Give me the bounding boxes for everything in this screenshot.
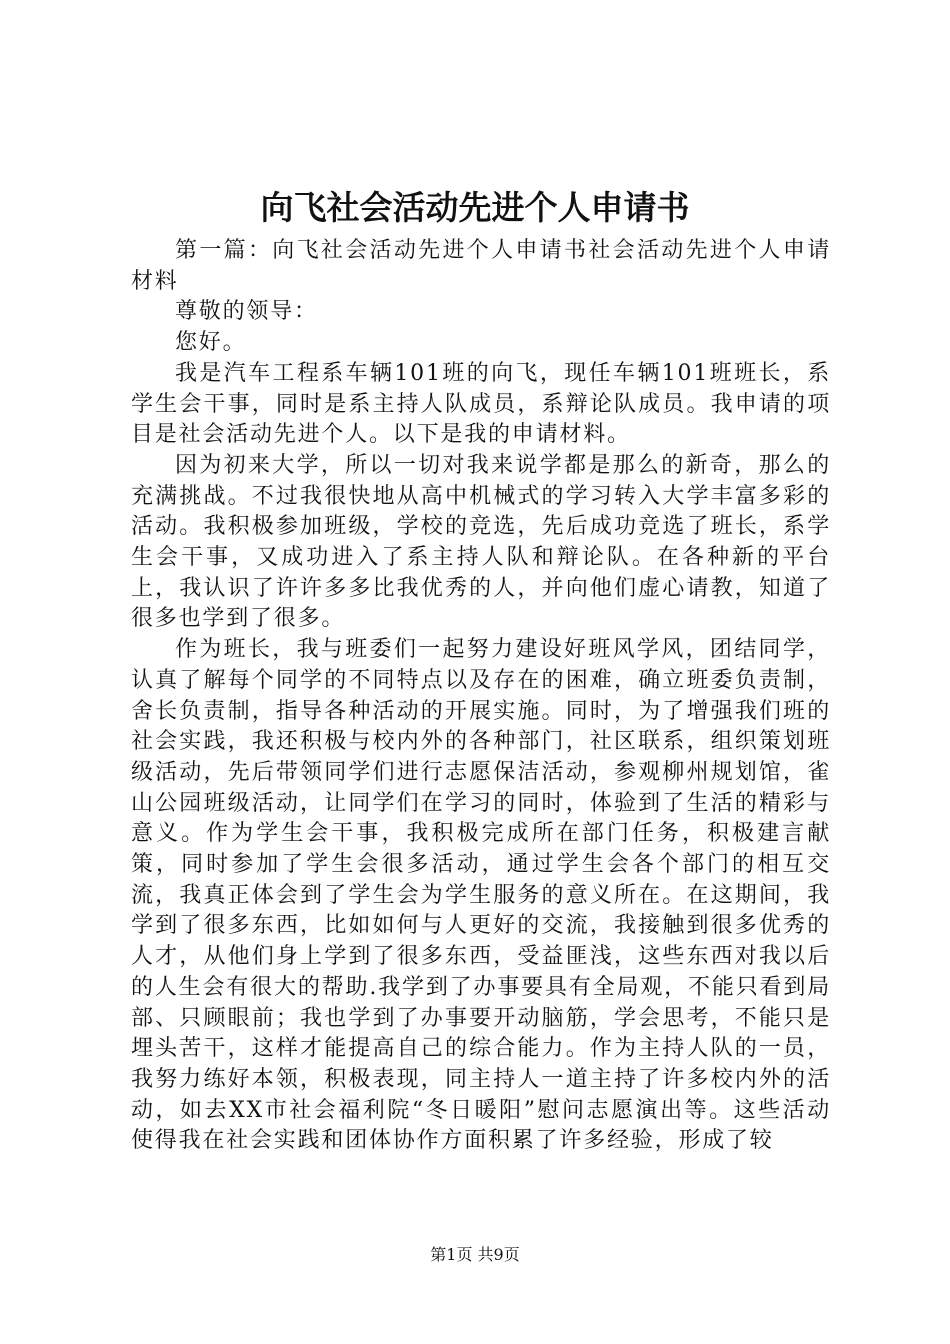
document-title: 向飞社会活动先进个人申请书 xyxy=(260,188,690,227)
paragraph-introduction: 我是汽车工程系车辆101班的向飞，现任车辆101班班长，系学生会干事，同时是系主持人队成员，系辩论队成员。我申请的项目是社会活动先进个人。以下是我的申请材料。 xyxy=(131,360,831,448)
paragraph-university-start: 因为初来大学，所以一切对我来说学都是那么的新奇，那么的充满挑战。不过我很快地从高中机械式的学习转入大学丰富多彩的活动。我积极参加班级，学校的竞选，先后成功竞选了班长，系学生会干事，又成功进入了系主持人队和辩论队。在各种新的平台上，我认识了许许多多比我优秀的人，并向他们虚心请教，知道了很多也学到了很多。 xyxy=(131,452,831,632)
document-body xyxy=(131,236,831,1157)
paragraph-class-monitor: 作为班长，我与班委们一起努力建设好班风学风，团结同学，认真了解每个同学的不同特点以及存在的困难，确立班委负责制，舍长负责制，指导各种活动的开展实施。同时，为了增强我们班的社会实践，我还积极与校内外的各种部门，社区联系，组织策划班级活动，先后带领同学们进行志愿保洁活动，参观柳州规划馆，雀山公园班级活动，让同学们在学习的同时，体验到了生活的精彩与意义。作为学生会干事，我积极完成所在部门任务，积极建言献策，同时参加了学生会很多活动，通过学生会各个部门的相互交流，我真正体会到了学生会为学生服务的意义所在。在这期间，我学到了很多东西，比如如何与人更好的交流，我接触到很多优秀的人才，从他们身上学到了很多东西，受益匪浅，这些东西对我以后的人生会有很大的帮助.我学到了办事要具有全局观，不能只看到局部、只顾眼前；我也学到了办事要开动脑筋，学会思考，不能只是埋头苦干，这样才能提高自己的综合能力。作为主持人队的一员，我努力练好本领，积极表现，同主持人一道主持了许多校内外的活动，如去XX市社会福利院“冬日暖阳”慰问志愿演出等。这些活动使得我在社会实践和团体协作方面积累了许多经验，形成了较 xyxy=(131,637,831,1154)
paragraph-salutation: 尊敬的领导： xyxy=(175,299,318,325)
paragraph-heading: 第一篇：向飞社会活动先进个人申请书社会活动先进个人申请材料 xyxy=(131,238,831,294)
page-footer: 第1页 共9页 xyxy=(430,1245,520,1264)
paragraph-greeting: 您好。 xyxy=(175,330,247,356)
